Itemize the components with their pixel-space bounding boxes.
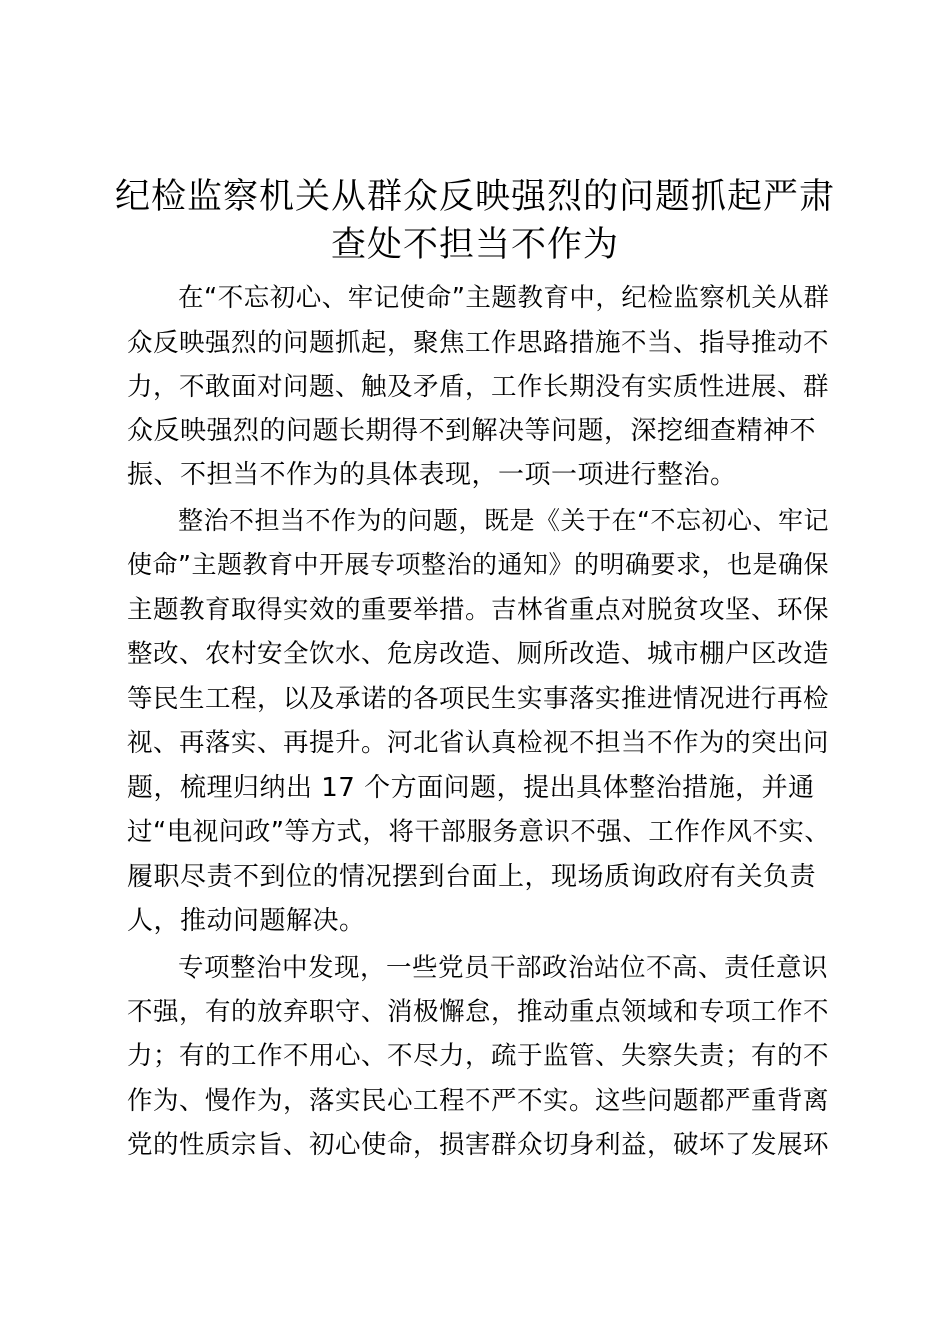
- document-title-line-1: 纪检监察机关从群众反映强烈的问题抓起严肃: [114, 177, 835, 217]
- paragraph-3-line: 作为、慢作为，落实民心工程不严不实。这些问题都严重背离: [127, 1086, 830, 1116]
- paragraph-2-line: 过“电视问政”等方式，将干部服务意识不强、工作作风不实、: [127, 817, 831, 847]
- paragraph-2-line: 使命”主题教育中开展专项整治的通知》的明确要求，也是确保: [127, 550, 829, 579]
- paragraph-1-line: 在“不忘初心、牢记使命”主题教育中，纪检监察机关从群: [178, 283, 830, 313]
- paragraph-3-line: 不强，有的放弃职守、消极懈怠，推动重点领域和专项工作不: [127, 997, 830, 1027]
- paragraph-2-line: 人，推动问题解决。: [127, 906, 366, 936]
- paragraph-2-line: 整治不担当不作为的问题，既是《关于在“不忘初心、牢记: [178, 506, 829, 535]
- paragraph-2-line: 整改、农村安全饮水、危房改造、厕所改造、城市棚户区改造: [127, 639, 830, 669]
- paragraph-1-line: 振、不担当不作为的具体表现，一项一项进行整治。: [127, 460, 737, 490]
- paragraph-2-line: 等民生工程，以及承诺的各项民生实事落实推进情况进行再检: [127, 684, 830, 714]
- paragraph-1-line: 众反映强烈的问题长期得不到解决等问题，深挖细查精神不: [127, 416, 817, 446]
- paragraph-3-line: 力；有的工作不用心、不尽力，疏于监管、失察失责；有的不: [127, 1041, 830, 1071]
- paragraph-2-line: 主题教育取得实效的重要举措。吉林省重点对脱贫攻坚、环保: [127, 595, 830, 625]
- document-title-line-2: 查处不担当不作为: [330, 225, 619, 265]
- paragraph-2-line: 视、再落实、再提升。河北省认真检视不担当不作为的突出问: [127, 728, 830, 758]
- paragraph-2-line: 履职尽责不到位的情况摆到台面上，现场质询政府有关负责: [127, 862, 817, 892]
- paragraph-3-line: 党的性质宗旨、初心使命，损害群众切身利益，破坏了发展环: [127, 1130, 830, 1160]
- paragraph-1-line: 力，不敢面对问题、触及矛盾，工作长期没有实质性进展、群: [127, 372, 830, 402]
- paragraph-2-line: 题，梳理归纳出 17 个方面问题，提出具体整治措施，并通: [127, 773, 815, 803]
- paragraph-1-line: 众反映强烈的问题抓起，聚焦工作思路措施不当、指导推动不: [127, 328, 830, 358]
- paragraph-3-line: 专项整治中发现，一些党员干部政治站位不高、责任意识: [178, 953, 829, 983]
